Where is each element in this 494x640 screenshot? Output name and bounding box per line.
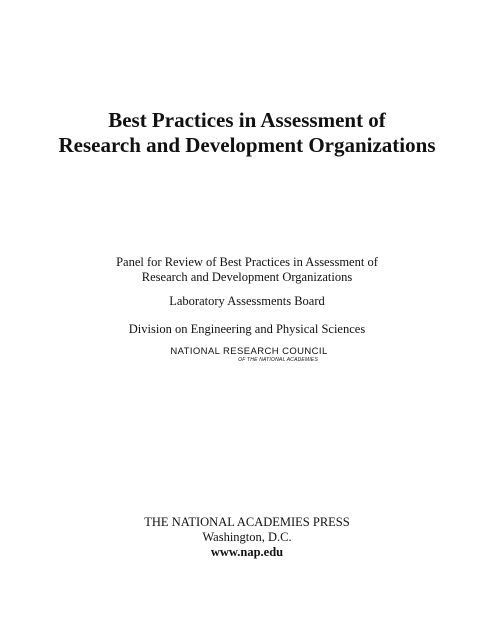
publisher-url: www.nap.edu bbox=[210, 545, 284, 559]
nrc-logo-sub: OF THE NATIONAL ACADEMIES bbox=[238, 357, 318, 363]
publisher-name: THE NATIONAL ACADEMIES PRESS bbox=[144, 515, 350, 529]
nrc-logo-main: NATIONAL RESEARCH COUNCIL bbox=[170, 346, 328, 357]
nrc-logo bbox=[0, 346, 494, 364]
publisher-block bbox=[0, 515, 494, 560]
title-line-1: Best Practices in Assessment of bbox=[108, 108, 386, 132]
title-line-2: Research and Development Organizations bbox=[58, 133, 436, 157]
division-name: Division on Engineering and Physical Sciences bbox=[128, 322, 366, 336]
document-title bbox=[0, 108, 494, 158]
panel-line-2: Research and Development Organizations bbox=[141, 270, 353, 284]
panel-name bbox=[0, 255, 494, 285]
panel-line-1: Panel for Review of Best Practices in Assessment of bbox=[116, 255, 378, 269]
board-name: Laboratory Assessments Board bbox=[169, 294, 325, 308]
publisher-city: Washington, D.C. bbox=[202, 530, 292, 544]
